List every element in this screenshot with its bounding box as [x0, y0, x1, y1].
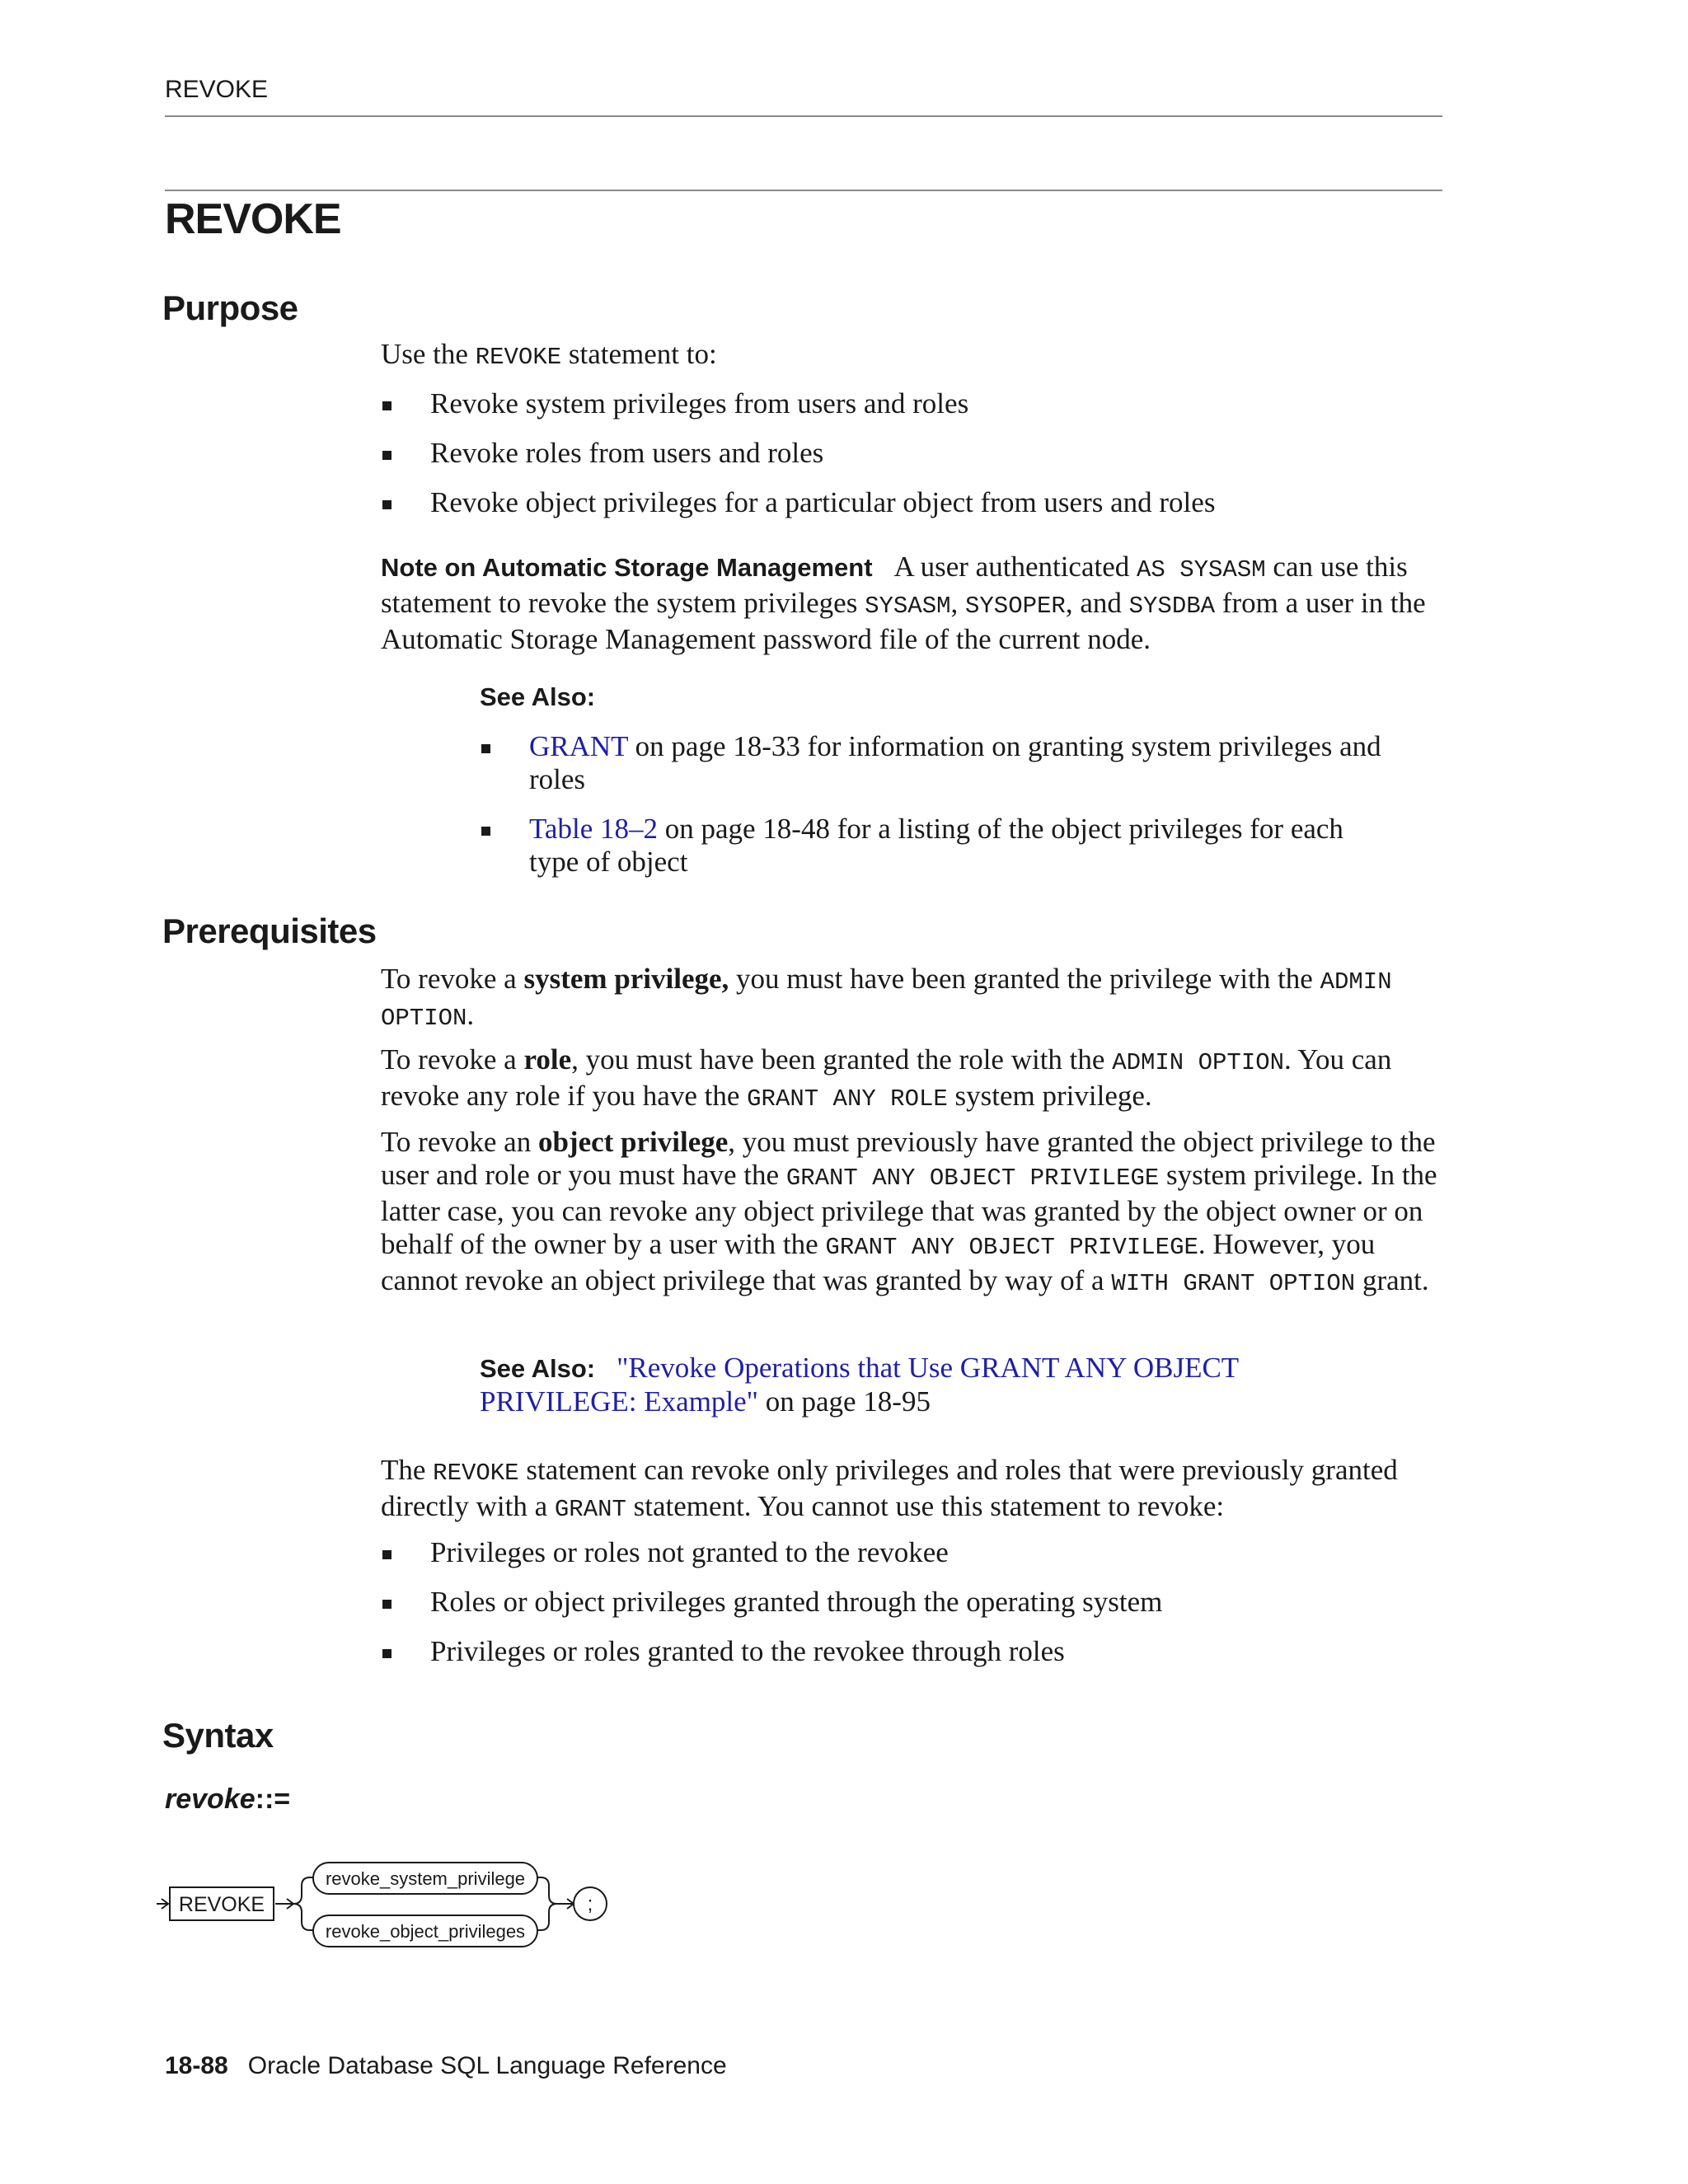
title-rule — [165, 190, 1442, 191]
syntax-heading: Syntax — [162, 1716, 274, 1755]
list-item: Table 18–2 on page 18-48 for a listing of the object privileges for each type of object — [480, 813, 1386, 879]
book-title: Oracle Database SQL Language Reference — [247, 2052, 727, 2079]
see-also-label: See Also: — [480, 1354, 596, 1383]
prerequisites-heading: Prerequisites — [162, 912, 377, 950]
keyword-revoke-text: REVOKE — [178, 1893, 265, 1916]
purpose-list — [381, 387, 1444, 536]
purpose-heading: Purpose — [162, 288, 298, 327]
list-item: Roles or object privileges granted through the operating system — [381, 1586, 1444, 1619]
page-title: REVOKE — [165, 195, 341, 243]
revoke-example-link[interactable]: "Revoke Operations that Use GRANT ANY OBJECT PRIVILEGE: Example" — [480, 1352, 1239, 1418]
keyword-revoke-box — [170, 1887, 274, 1920]
syntax-rule-label: revoke::= — [165, 1783, 291, 1815]
revoke-system-privilege-node — [313, 1863, 537, 1894]
page-number: 18-88 — [165, 2052, 228, 2079]
terminator-node — [574, 1887, 607, 1920]
purpose-intro: Use the REVOKE statement to: — [381, 338, 717, 371]
see-also-purpose — [480, 681, 1386, 895]
page-footer — [165, 2052, 727, 2080]
revoke-object-privileges-text: revoke_object_privileges — [325, 1921, 526, 1942]
note-label: Note on Automatic Storage Management — [381, 553, 873, 582]
table-18-2-link[interactable]: Table 18–2 — [529, 813, 658, 845]
terminator-text: ; — [587, 1893, 593, 1915]
revoke-system-privilege-text: revoke_system_privilege — [325, 1868, 526, 1889]
code-revoke: REVOKE — [475, 344, 562, 371]
list-item: Revoke roles from users and roles — [381, 437, 1444, 470]
revoke-limitations-list — [381, 1536, 1444, 1685]
prereq-system-privilege: To revoke a system privilege, you must have been granted the privilege with the ADMIN OPTION. — [381, 963, 1392, 1032]
bullet-icon — [382, 1649, 392, 1658]
list-item: GRANT on page 18-33 for information on granting system privileges and roles — [480, 730, 1386, 796]
bullet-icon — [382, 1550, 392, 1559]
see-also-prerequisites: See Also: "Revoke Operations that Use GRANT ANY OBJECT PRIVILEGE: Example" on page 18-95 — [480, 1352, 1239, 1418]
revoke-limitations: The REVOKE statement can revoke only privileges and roles that were previously granted directly with a GRANT statement. You cannot use this statement to revoke: — [381, 1454, 1398, 1523]
bullet-icon — [382, 1600, 392, 1609]
asm-note: Note on Automatic Storage Management A user authenticated AS SYSASM can use this statement to revoke the system privileges SYSASM, SYSOPER, and SYSDBA from a user in the Automatic Storage Management password file of the current node. — [381, 551, 1426, 655]
prereq-object-privilege: To revoke an object privilege, you must previously have granted the object privilege to the user and role or you must have the GRANT ANY OBJECT PRIVILEGE system privilege. In the latter case, you can revoke any object privilege that was granted by the object owner or on behalf of the owner by a user with the GRANT ANY OBJECT PRIVILEGE. However, you cannot revoke an object privilege that was granted by way of a WITH GRANT OPTION grant. — [381, 1126, 1437, 1297]
revoke-object-privileges-node — [313, 1915, 537, 1947]
list-item: Revoke system privileges from users and roles — [381, 387, 1444, 420]
running-header: REVOKE — [165, 76, 269, 103]
see-also-label: See Also: — [480, 682, 596, 711]
bullet-icon — [382, 451, 392, 460]
list-item: Privileges or roles not granted to the revokee — [381, 1536, 1444, 1569]
bullet-icon — [481, 827, 490, 836]
header-rule — [165, 115, 1442, 117]
syntax-diagram — [157, 1838, 635, 1970]
list-item: Privileges or roles granted to the revokee through roles — [381, 1635, 1444, 1668]
bullet-icon — [481, 744, 490, 753]
prereq-role: To revoke a role, you must have been granted the role with the ADMIN OPTION. You can revoke any role if you have the GRANT ANY ROLE system privilege. — [381, 1043, 1392, 1113]
bullet-icon — [382, 401, 392, 410]
bullet-icon — [382, 500, 392, 509]
list-item: Revoke object privileges for a particular object from users and roles — [381, 486, 1444, 519]
grant-link[interactable]: GRANT — [529, 730, 628, 762]
